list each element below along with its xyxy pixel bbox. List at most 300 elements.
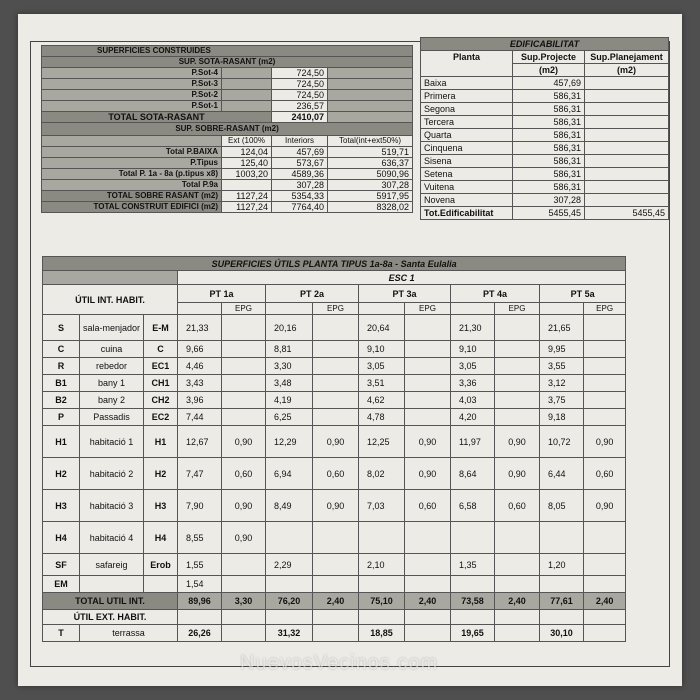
sobre-row bbox=[42, 191, 413, 202]
epg-value: 0,60 bbox=[495, 490, 540, 522]
row-label: Total P. 1a - 8a (p.tipus x8) bbox=[42, 169, 222, 180]
ext-value: 1003,20 bbox=[222, 169, 272, 180]
room-code: T bbox=[43, 625, 80, 642]
room-code2: C bbox=[144, 341, 178, 358]
room-code: SF bbox=[43, 554, 80, 576]
epg-value bbox=[495, 392, 540, 409]
room-code: H2 bbox=[43, 458, 80, 490]
floor-label: P.Sot-4 bbox=[42, 68, 222, 79]
epg-value bbox=[222, 358, 266, 375]
room-row bbox=[43, 358, 626, 375]
projecte-value: 586,31 bbox=[513, 168, 585, 181]
epg-value bbox=[313, 358, 359, 375]
total-sota-value: 2410,07 bbox=[272, 112, 328, 123]
area-value: 3,43 bbox=[178, 375, 222, 392]
epg-value bbox=[495, 409, 540, 426]
room-code2: EC1 bbox=[144, 358, 178, 375]
blank-cell bbox=[222, 610, 266, 625]
floor-value: 724,50 bbox=[272, 68, 328, 79]
area-value bbox=[359, 576, 405, 593]
area-value: 8,49 bbox=[266, 490, 313, 522]
room-code2 bbox=[144, 576, 178, 593]
room-name: habitació 4 bbox=[80, 522, 144, 554]
projecte-value: 457,69 bbox=[513, 77, 585, 90]
area-value: 9,10 bbox=[359, 341, 405, 358]
col-ext: Ext (100% bbox=[222, 136, 272, 147]
projecte-value: 586,31 bbox=[513, 181, 585, 194]
total-value: 89,96 bbox=[178, 593, 222, 610]
epg-value: 0,90 bbox=[313, 490, 359, 522]
superficies-construides-table bbox=[41, 45, 413, 213]
area-value: 6,44 bbox=[540, 458, 584, 490]
tot-value: 636,37 bbox=[328, 158, 413, 169]
epg-value: 0,90 bbox=[313, 426, 359, 458]
epg-value: 0,60 bbox=[313, 458, 359, 490]
area-value: 8,55 bbox=[178, 522, 222, 554]
sobre-row bbox=[42, 158, 413, 169]
area-value: 3,05 bbox=[451, 358, 495, 375]
epg-value bbox=[584, 358, 626, 375]
epg-value bbox=[313, 315, 359, 341]
terrassa-value: 18,85 bbox=[359, 625, 405, 642]
planejament-value bbox=[585, 103, 669, 116]
area-value: 21,65 bbox=[540, 315, 584, 341]
room-name: safareig bbox=[80, 554, 144, 576]
planta-label: Novena bbox=[421, 194, 513, 207]
int-value: 4589,36 bbox=[272, 169, 328, 180]
planta-label: Cinquena bbox=[421, 142, 513, 155]
epg-value bbox=[222, 375, 266, 392]
blank-cell bbox=[451, 303, 495, 315]
terrassa-value: 19,65 bbox=[451, 625, 495, 642]
room-name: habitació 2 bbox=[80, 458, 144, 490]
projecte-value: 586,31 bbox=[513, 103, 585, 116]
int-value: 5354,33 bbox=[272, 191, 328, 202]
col-header: ÚTIL INT. HABIT. bbox=[43, 285, 178, 315]
sobre-row bbox=[42, 180, 413, 191]
area-value: 4,46 bbox=[178, 358, 222, 375]
floor-label: P.Sot-1 bbox=[42, 101, 222, 112]
epg-value bbox=[495, 576, 540, 593]
planta-row bbox=[421, 194, 669, 207]
planta-row bbox=[421, 77, 669, 90]
room-row bbox=[43, 375, 626, 392]
area-value: 8,05 bbox=[540, 490, 584, 522]
int-value: 307,28 bbox=[272, 180, 328, 191]
blank-cell bbox=[178, 303, 222, 315]
epg-value bbox=[313, 392, 359, 409]
area-value: 7,03 bbox=[359, 490, 405, 522]
room-row bbox=[43, 490, 626, 522]
room-code2: CH2 bbox=[144, 392, 178, 409]
epg-value: 0,90 bbox=[584, 426, 626, 458]
epg-value bbox=[405, 522, 451, 554]
epg-value bbox=[584, 315, 626, 341]
room-name: rebedor bbox=[80, 358, 144, 375]
room-row bbox=[43, 426, 626, 458]
room-code2: EC2 bbox=[144, 409, 178, 426]
epg-value bbox=[222, 341, 266, 358]
epg-value bbox=[495, 341, 540, 358]
epg-value bbox=[584, 409, 626, 426]
epg-value bbox=[405, 375, 451, 392]
epg-value: 0,60 bbox=[405, 490, 451, 522]
planta-row bbox=[421, 168, 669, 181]
blank-cell bbox=[405, 610, 451, 625]
total-row bbox=[43, 593, 626, 610]
area-value: 1,54 bbox=[178, 576, 222, 593]
esc-label: ESC 1 bbox=[178, 271, 626, 285]
room-code2: H2 bbox=[144, 458, 178, 490]
area-value: 4,62 bbox=[359, 392, 405, 409]
epg-value: 0,90 bbox=[495, 426, 540, 458]
sota-row bbox=[42, 90, 413, 101]
esc-row bbox=[43, 271, 626, 285]
epg-value bbox=[495, 358, 540, 375]
col-planta: Planta bbox=[421, 51, 513, 77]
table-cell bbox=[222, 90, 272, 101]
epg-value bbox=[495, 315, 540, 341]
ext-value: 1127,24 bbox=[222, 191, 272, 202]
total-value: 73,58 bbox=[451, 593, 495, 610]
epg-value bbox=[405, 576, 451, 593]
int-value: 457,69 bbox=[272, 147, 328, 158]
planta-label: Tercera bbox=[421, 116, 513, 129]
sota-row bbox=[42, 79, 413, 90]
sobre-row bbox=[42, 202, 413, 213]
row-label: P.Tipus bbox=[42, 158, 222, 169]
total-planejament: 5455,45 bbox=[585, 207, 669, 220]
projecte-value: 586,31 bbox=[513, 142, 585, 155]
epg-value bbox=[405, 358, 451, 375]
epg-value bbox=[584, 341, 626, 358]
blank-cell bbox=[266, 610, 313, 625]
ext-value: 124,04 bbox=[222, 147, 272, 158]
room-code2: Erob bbox=[144, 554, 178, 576]
room-code2: H4 bbox=[144, 522, 178, 554]
area-value: 7,44 bbox=[178, 409, 222, 426]
room-code: H1 bbox=[43, 426, 80, 458]
room-name: cuina bbox=[80, 341, 144, 358]
area-value: 6,58 bbox=[451, 490, 495, 522]
epg-value bbox=[584, 522, 626, 554]
sobre-row bbox=[42, 169, 413, 180]
epg-value: 0,90 bbox=[584, 490, 626, 522]
room-code2: CH1 bbox=[144, 375, 178, 392]
area-value: 11,97 bbox=[451, 426, 495, 458]
terrassa-value: 26,26 bbox=[178, 625, 222, 642]
epg-value bbox=[405, 341, 451, 358]
area-value bbox=[451, 576, 495, 593]
epg-header: EPG bbox=[405, 303, 451, 315]
area-value: 9,10 bbox=[451, 341, 495, 358]
epg-value bbox=[584, 375, 626, 392]
row-label: TOTAL SOBRE RASANT (m2) bbox=[42, 191, 222, 202]
epg-value bbox=[313, 554, 359, 576]
blank-cell bbox=[584, 625, 626, 642]
area-value: 20,64 bbox=[359, 315, 405, 341]
area-value: 2,29 bbox=[266, 554, 313, 576]
blank-cell bbox=[584, 610, 626, 625]
room-code2: H3 bbox=[144, 490, 178, 522]
planejament-value bbox=[585, 90, 669, 103]
planta-label: Quarta bbox=[421, 129, 513, 142]
table-cell bbox=[328, 101, 413, 112]
int-value: 573,67 bbox=[272, 158, 328, 169]
epg-value bbox=[222, 315, 266, 341]
blank-cell bbox=[178, 610, 222, 625]
table-cell bbox=[328, 68, 413, 79]
area-value: 3,55 bbox=[540, 358, 584, 375]
room-name bbox=[80, 576, 144, 593]
area-value: 2,10 bbox=[359, 554, 405, 576]
epg-value bbox=[405, 315, 451, 341]
projecte-value: 586,31 bbox=[513, 90, 585, 103]
epg-header: EPG bbox=[222, 303, 266, 315]
area-value: 3,75 bbox=[540, 392, 584, 409]
int-value: 7764,40 bbox=[272, 202, 328, 213]
room-code: EM bbox=[43, 576, 80, 593]
ext-header: ÚTIL EXT. HABIT. bbox=[43, 610, 178, 625]
room-name: Passadis bbox=[80, 409, 144, 426]
area-value bbox=[540, 522, 584, 554]
area-value: 21,30 bbox=[451, 315, 495, 341]
room-name: sala-menjador bbox=[80, 315, 144, 341]
total-value: 75,10 bbox=[359, 593, 405, 610]
planejament-value bbox=[585, 181, 669, 194]
tot-value: 5090,96 bbox=[328, 169, 413, 180]
total-projecte: 5455,45 bbox=[513, 207, 585, 220]
blank-cell bbox=[495, 610, 540, 625]
room-code: P bbox=[43, 409, 80, 426]
room-code: R bbox=[43, 358, 80, 375]
col-projecte: Sup.Projecte bbox=[513, 51, 585, 64]
table-title: SUPERFICIES ÚTILS PLANTA TIPUS 1a-8a - Santa Eulalia bbox=[43, 257, 626, 271]
planta-label: Vuitena bbox=[421, 181, 513, 194]
pt-row bbox=[43, 285, 626, 303]
epg-value: 0,90 bbox=[222, 522, 266, 554]
planejament-value bbox=[585, 155, 669, 168]
area-value: 9,66 bbox=[178, 341, 222, 358]
area-value: 8,02 bbox=[359, 458, 405, 490]
table-cell bbox=[328, 79, 413, 90]
epg-value bbox=[313, 576, 359, 593]
col-tot: Total(int+ext50%) bbox=[328, 136, 413, 147]
planta-label: Baixa bbox=[421, 77, 513, 90]
room-row bbox=[43, 458, 626, 490]
epg-header: EPG bbox=[584, 303, 626, 315]
room-code2: H1 bbox=[144, 426, 178, 458]
planta-row bbox=[421, 103, 669, 116]
planta-row bbox=[421, 155, 669, 168]
ext-value: 1127,24 bbox=[222, 202, 272, 213]
epg-value bbox=[584, 576, 626, 593]
planta-label: Primera bbox=[421, 90, 513, 103]
area-value: 3,36 bbox=[451, 375, 495, 392]
area-value: 3,30 bbox=[266, 358, 313, 375]
floor-value: 236,57 bbox=[272, 101, 328, 112]
blank-cell bbox=[313, 610, 359, 625]
area-value bbox=[266, 576, 313, 593]
epg-value bbox=[405, 392, 451, 409]
room-code: B1 bbox=[43, 375, 80, 392]
table-title: EDIFICABILITAT bbox=[421, 38, 669, 51]
epg-value: 0,90 bbox=[405, 458, 451, 490]
total-value: 77,61 bbox=[540, 593, 584, 610]
title-row bbox=[43, 257, 626, 271]
area-value: 3,96 bbox=[178, 392, 222, 409]
area-value: 3,51 bbox=[359, 375, 405, 392]
total-value: 2,40 bbox=[584, 593, 626, 610]
room-code2: E-M bbox=[144, 315, 178, 341]
pt-header: PT 5a bbox=[540, 285, 626, 303]
epg-value: 0,90 bbox=[405, 426, 451, 458]
planta-label: Setena bbox=[421, 168, 513, 181]
table-cell bbox=[328, 90, 413, 101]
row-label: Total P.9a bbox=[42, 180, 222, 191]
blank-cell bbox=[451, 610, 495, 625]
table-cell bbox=[222, 101, 272, 112]
total-value: 3,30 bbox=[222, 593, 266, 610]
total-value: 2,40 bbox=[313, 593, 359, 610]
epg-value bbox=[222, 554, 266, 576]
col-projecte-unit: (m2) bbox=[513, 64, 585, 77]
planejament-value bbox=[585, 142, 669, 155]
floor-value: 724,50 bbox=[272, 90, 328, 101]
planta-row bbox=[421, 129, 669, 142]
table-subtitle: SUP. SOBRE-RASANT (m2) bbox=[42, 123, 413, 136]
terrassa-value: 31,32 bbox=[266, 625, 313, 642]
room-code: C bbox=[43, 341, 80, 358]
planta-label: Sisena bbox=[421, 155, 513, 168]
blank-cell bbox=[540, 610, 584, 625]
tot-value: 8328,02 bbox=[328, 202, 413, 213]
epg-value: 0,90 bbox=[222, 426, 266, 458]
area-value: 12,25 bbox=[359, 426, 405, 458]
projecte-value: 586,31 bbox=[513, 116, 585, 129]
area-value: 7,47 bbox=[178, 458, 222, 490]
area-value: 7,90 bbox=[178, 490, 222, 522]
epg-header: EPG bbox=[313, 303, 359, 315]
area-value: 21,33 bbox=[178, 315, 222, 341]
area-value: 3,05 bbox=[359, 358, 405, 375]
epg-value bbox=[584, 554, 626, 576]
area-value bbox=[359, 522, 405, 554]
epg-value bbox=[222, 409, 266, 426]
edificabilitat-table bbox=[420, 37, 669, 220]
room-name: bany 2 bbox=[80, 392, 144, 409]
room-row bbox=[43, 315, 626, 341]
planta-row bbox=[421, 116, 669, 129]
projecte-value: 586,31 bbox=[513, 129, 585, 142]
epg-value bbox=[495, 375, 540, 392]
tot-value: 5917,95 bbox=[328, 191, 413, 202]
epg-value bbox=[222, 576, 266, 593]
projecte-value: 586,31 bbox=[513, 155, 585, 168]
table-cell bbox=[222, 79, 272, 90]
table-cell bbox=[43, 271, 178, 285]
watermark: NuevosVecinos.com bbox=[240, 652, 439, 674]
sobre-row bbox=[42, 147, 413, 158]
room-code: H3 bbox=[43, 490, 80, 522]
total-sota-label: TOTAL SOTA-RASANT bbox=[42, 112, 272, 123]
epg-value bbox=[405, 554, 451, 576]
planta-row bbox=[421, 181, 669, 194]
ext-header-row bbox=[43, 610, 626, 625]
area-value: 6,94 bbox=[266, 458, 313, 490]
epg-value: 0,90 bbox=[495, 458, 540, 490]
tot-value: 307,28 bbox=[328, 180, 413, 191]
pt-header: PT 4a bbox=[451, 285, 540, 303]
room-name: habitació 3 bbox=[80, 490, 144, 522]
planejament-value bbox=[585, 194, 669, 207]
blank-cell bbox=[359, 303, 405, 315]
area-value: 9,18 bbox=[540, 409, 584, 426]
blank-cell bbox=[405, 625, 451, 642]
area-value: 12,29 bbox=[266, 426, 313, 458]
epg-header: EPG bbox=[495, 303, 540, 315]
total-value: 2,40 bbox=[405, 593, 451, 610]
col-planejament-unit: (m2) bbox=[585, 64, 669, 77]
area-value: 4,20 bbox=[451, 409, 495, 426]
total-label: Tot.Edificabilitat bbox=[421, 207, 513, 220]
planejament-value bbox=[585, 116, 669, 129]
area-value: 1,20 bbox=[540, 554, 584, 576]
planta-row bbox=[421, 90, 669, 103]
epg-value bbox=[495, 554, 540, 576]
area-value: 4,03 bbox=[451, 392, 495, 409]
area-value: 6,25 bbox=[266, 409, 313, 426]
area-value: 20,16 bbox=[266, 315, 313, 341]
table-subtitle: SUP. SOTA-RASANT (m2) bbox=[42, 57, 413, 68]
room-name: terrassa bbox=[80, 625, 178, 642]
area-value bbox=[266, 522, 313, 554]
pt-header: PT 1a bbox=[178, 285, 266, 303]
epg-value bbox=[405, 409, 451, 426]
table-title: SUPERFICIES CONSTRUIDES bbox=[42, 46, 413, 57]
planejament-value bbox=[585, 77, 669, 90]
area-value: 9,95 bbox=[540, 341, 584, 358]
blank-cell bbox=[540, 303, 584, 315]
room-row bbox=[43, 392, 626, 409]
col-int: Interiors bbox=[272, 136, 328, 147]
blank-cell bbox=[266, 303, 313, 315]
area-value bbox=[540, 576, 584, 593]
room-name: habitació 1 bbox=[80, 426, 144, 458]
floor-value: 724,50 bbox=[272, 79, 328, 90]
row-label: Total P.BAIXA bbox=[42, 147, 222, 158]
ext-value bbox=[222, 180, 272, 191]
epg-value bbox=[584, 392, 626, 409]
epg-value bbox=[313, 341, 359, 358]
epg-value bbox=[313, 375, 359, 392]
blank-cell bbox=[359, 610, 405, 625]
room-row bbox=[43, 576, 626, 593]
epg-value: 0,60 bbox=[222, 458, 266, 490]
room-name: bany 1 bbox=[80, 375, 144, 392]
epg-value bbox=[495, 522, 540, 554]
blank-cell bbox=[222, 625, 266, 642]
pt-header: PT 2a bbox=[266, 285, 359, 303]
area-value: 3,12 bbox=[540, 375, 584, 392]
room-code: H4 bbox=[43, 522, 80, 554]
room-code: S bbox=[43, 315, 80, 341]
area-value: 3,48 bbox=[266, 375, 313, 392]
planejament-value bbox=[585, 168, 669, 181]
ext-value: 125,40 bbox=[222, 158, 272, 169]
blank-cell bbox=[313, 625, 359, 642]
terrassa-row bbox=[43, 625, 626, 642]
